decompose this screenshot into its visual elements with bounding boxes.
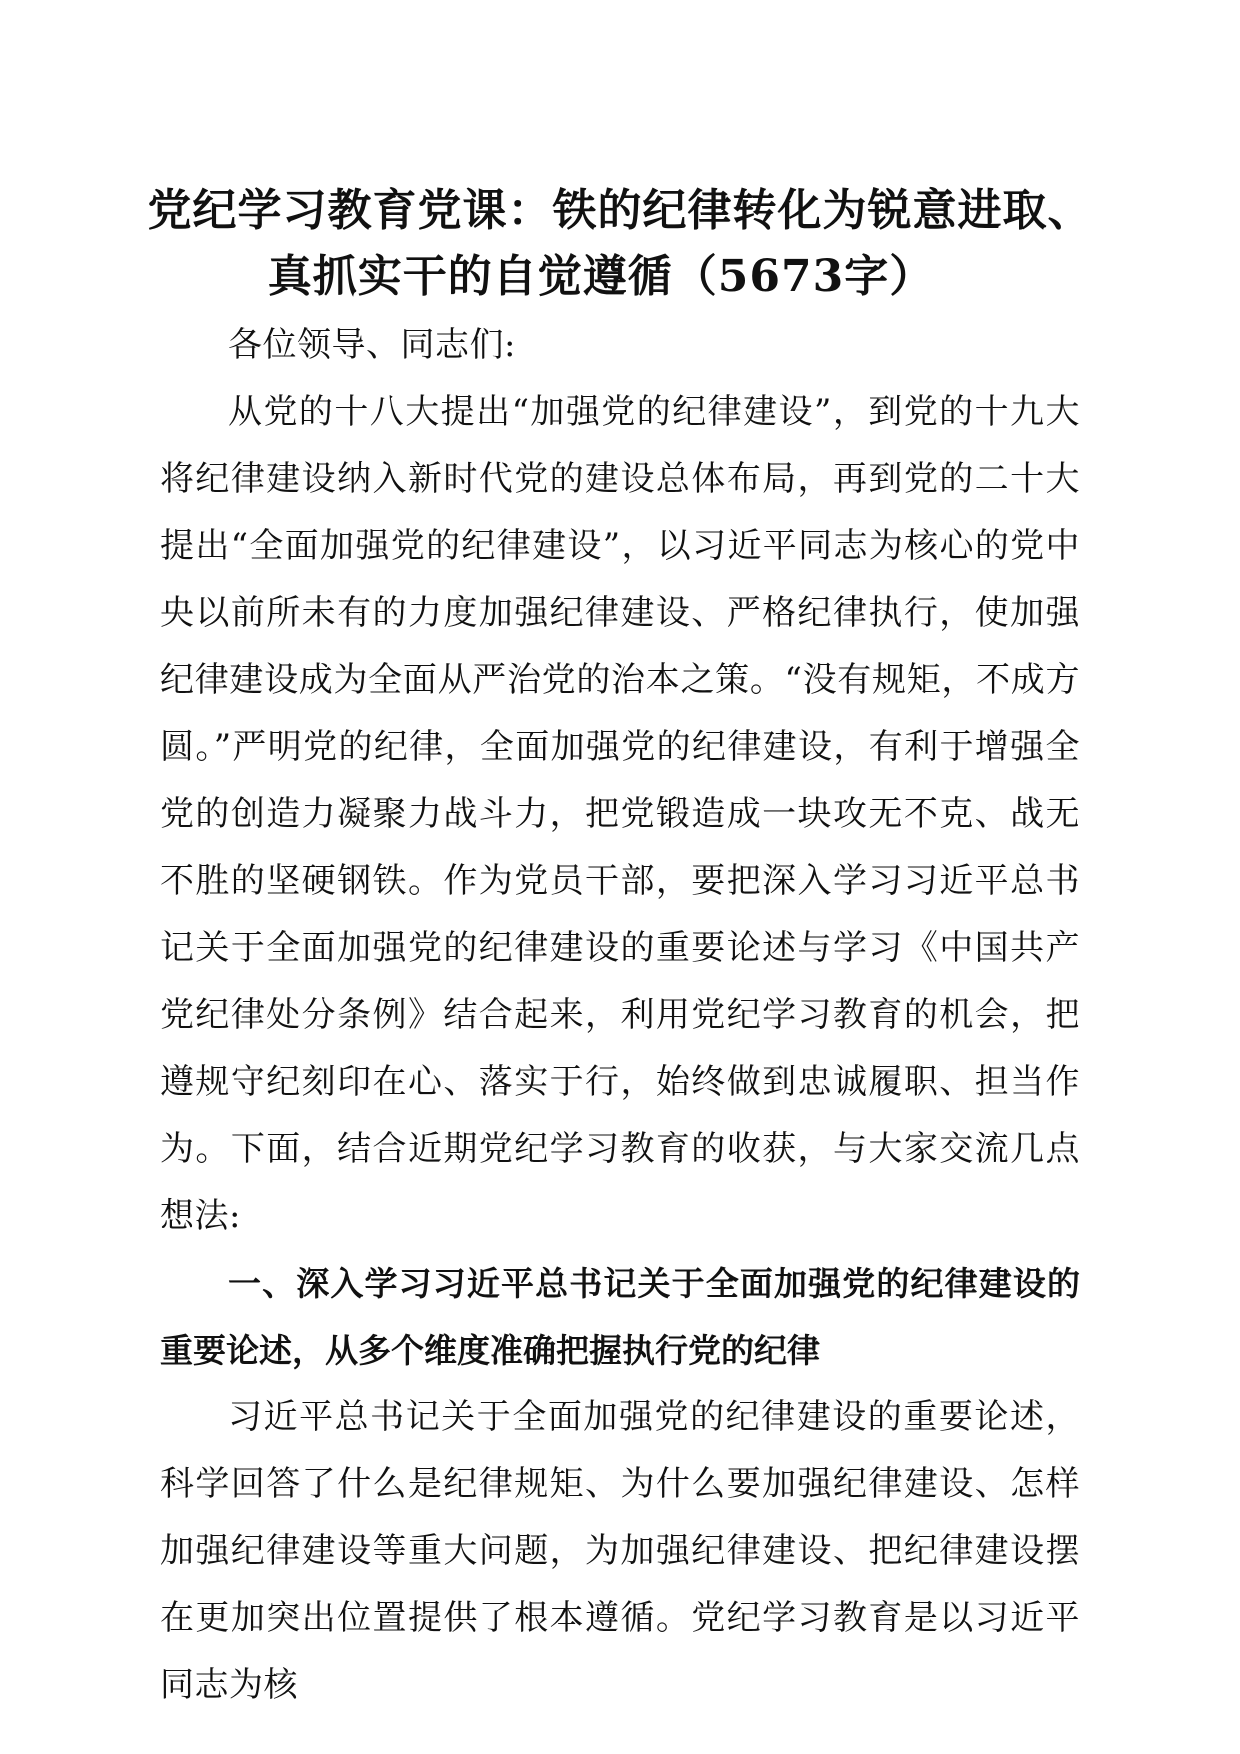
salutation: 各位领导、同志们: (228, 325, 516, 365)
title-line-2: 真抓实干的自觉遵循（5673字） (267, 251, 935, 302)
paragraph-2: 习近平总书记关于全面加强党的纪律建设的重要论述，科学回答了什么是纪律规矩、为什么要加强纪律建设、怎样加强纪律建设等重大问题，为加强纪律建设、把纪律建设摆在更加突出位置提供了根本遵循。党纪学习教育是以习近平同志为核 (160, 1397, 1080, 1705)
title-line-1: 党纪学习教育党课：铁的纪律转化为锐意进取、 (147, 185, 1093, 236)
document-title (0, 178, 1240, 310)
section-heading-1: 一、深入学习习近平总书记关于全面加强党的纪律建设的重要论述，从多个维度准确把握执行党的纪律 (160, 1264, 1080, 1370)
document-body (160, 312, 1080, 1719)
paragraph-1: 从党的十八大提出“加强党的纪律建设”，到党的十九大将纪律建设纳入新时代党的建设总体布局，再到党的二十大提出“全面加强党的纪律建设”，以习近平同志为核心的党中央以前所未有的力度加强纪律建设、严格纪律执行，使加强纪律建设成为全面从严治党的治本之策。“没有规矩，不成方圆。”严明党的纪律，全面加强党的纪律建设，有利于增强全党的创造力凝聚力战斗力，把党锻造成一块攻无不克、战无不胜的坚硬钢铁。作为党员干部，要把深入学习习近平总书记关于全面加强党的纪律建设的重要论述与学习《中国共产党纪律处分条例》结合起来，利用党纪学习教育的机会，把遵规守纪刻印在心、落实于行，始终做到忠诚履职、担当作为。下面，结合近期党纪学习教育的收获，与大家交流几点想法: (160, 392, 1080, 1236)
